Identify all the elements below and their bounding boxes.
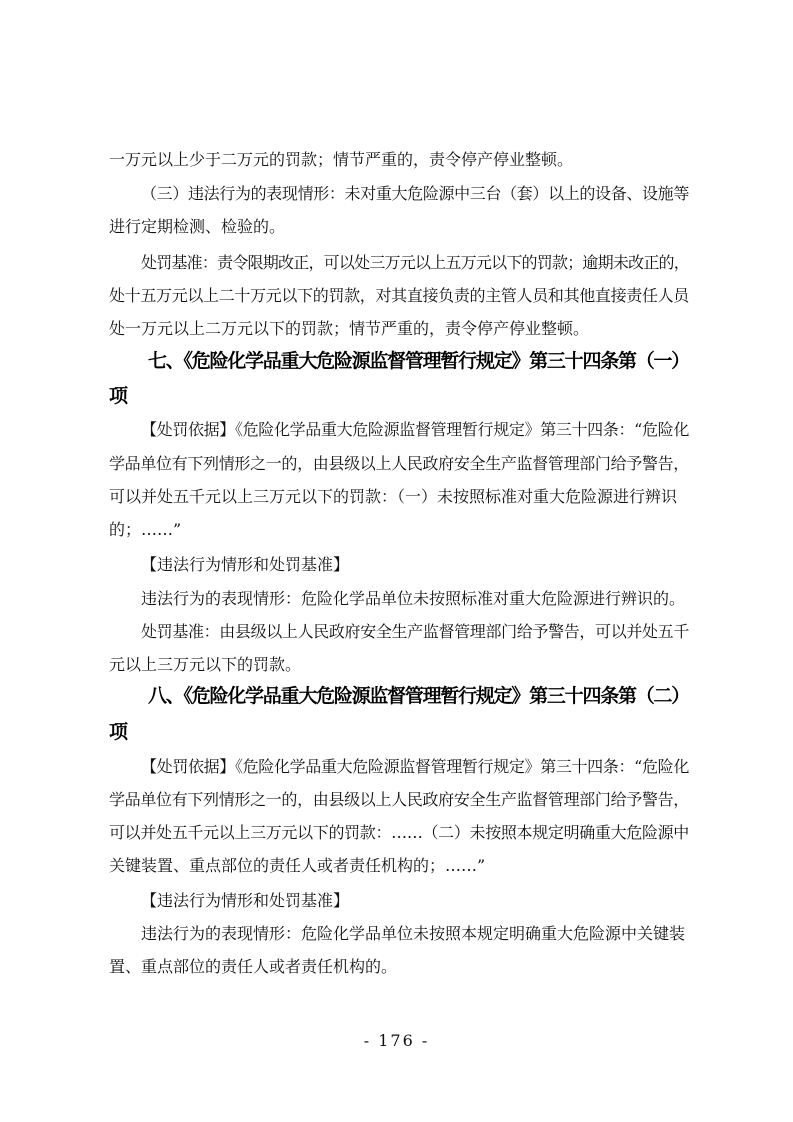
section-7-heading: 七、《危险化学品重大危险源监督管理暂行规定》第三十四条第（一） — [148, 350, 689, 372]
penalty-basis-line: 可以并处五千元以上三万元以下的罚款：……（二）未按照本规定明确重大危险源中 — [109, 823, 689, 842]
penalty-basis-line: 学品单位有下列情形之一的，由县级以上人民政府安全生产监督管理部门给予警告， — [109, 790, 689, 809]
penalty-standard-line: 处罚基准：由县级以上人民政府安全生产监督管理部门给予警告，可以并处五千 — [141, 622, 689, 641]
violation-behavior-line: 违法行为的表现情形：危险化学品单位未按照本规定明确重大危险源中关键装 — [141, 924, 686, 943]
penalty-basis-line: 学品单位有下列情形之一的，由县级以上人民政府安全生产监督管理部门给予警告， — [109, 454, 689, 473]
section-8-heading-continued: 项 — [109, 721, 129, 743]
violation-sub-heading: 【违法行为情形和处罚基准】 — [141, 891, 350, 910]
section-8-heading: 八、《危险化学品重大危险源监督管理暂行规定》第三十四条第（二） — [148, 685, 689, 707]
page-number: - 176 - — [363, 1031, 430, 1050]
violation-behavior-line: 置、重点部位的责任人或者责任机构的。 — [109, 957, 398, 976]
text-line: 处十五万元以上二十万元以下的罚款，对其直接负责的主管人员和其他直接责任人员 — [109, 286, 689, 305]
penalty-basis-line: 关键装置、重点部位的责任人或者责任机构的；……” — [109, 856, 486, 875]
text-line: 进行定期检测、检验的。 — [109, 217, 286, 236]
penalty-basis-line: 【处罚依据】《危险化学品重大危险源监督管理暂行规定》第三十四条：“危险化 — [141, 757, 689, 776]
penalty-basis-line: 的；……” — [109, 520, 182, 539]
penalty-basis-line: 【处罚依据】《危险化学品重大危险源监督管理暂行规定》第三十四条：“危险化 — [141, 420, 689, 439]
penalty-standard-line: 元以上三万元以下的罚款。 — [109, 655, 302, 674]
text-line: 一万元以上少于二万元的罚款；情节严重的，责令停产停业整顿。 — [109, 150, 574, 169]
text-line: 处一万元以上二万元以下的罚款；情节严重的，责令停产停业整顿。 — [109, 319, 590, 338]
violation-behavior: 违法行为的表现情形：危险化学品单位未按照标准对重大危险源进行辨识的。 — [141, 589, 686, 608]
text-line: 处罚基准：责令限期改正，可以处三万元以上五万元以下的罚款；逾期未改正的， — [141, 253, 689, 272]
section-7-heading-continued: 项 — [109, 385, 129, 407]
penalty-basis-line: 可以并处五千元以上三万元以下的罚款：（一）未按照标准对重大危险源进行辨识 — [109, 487, 678, 506]
text-line: （三）违法行为的表现情形：未对重大危险源中三台（套）以上的设备、设施等 — [141, 184, 689, 203]
violation-sub-heading: 【违法行为情形和处罚基准】 — [141, 555, 350, 574]
